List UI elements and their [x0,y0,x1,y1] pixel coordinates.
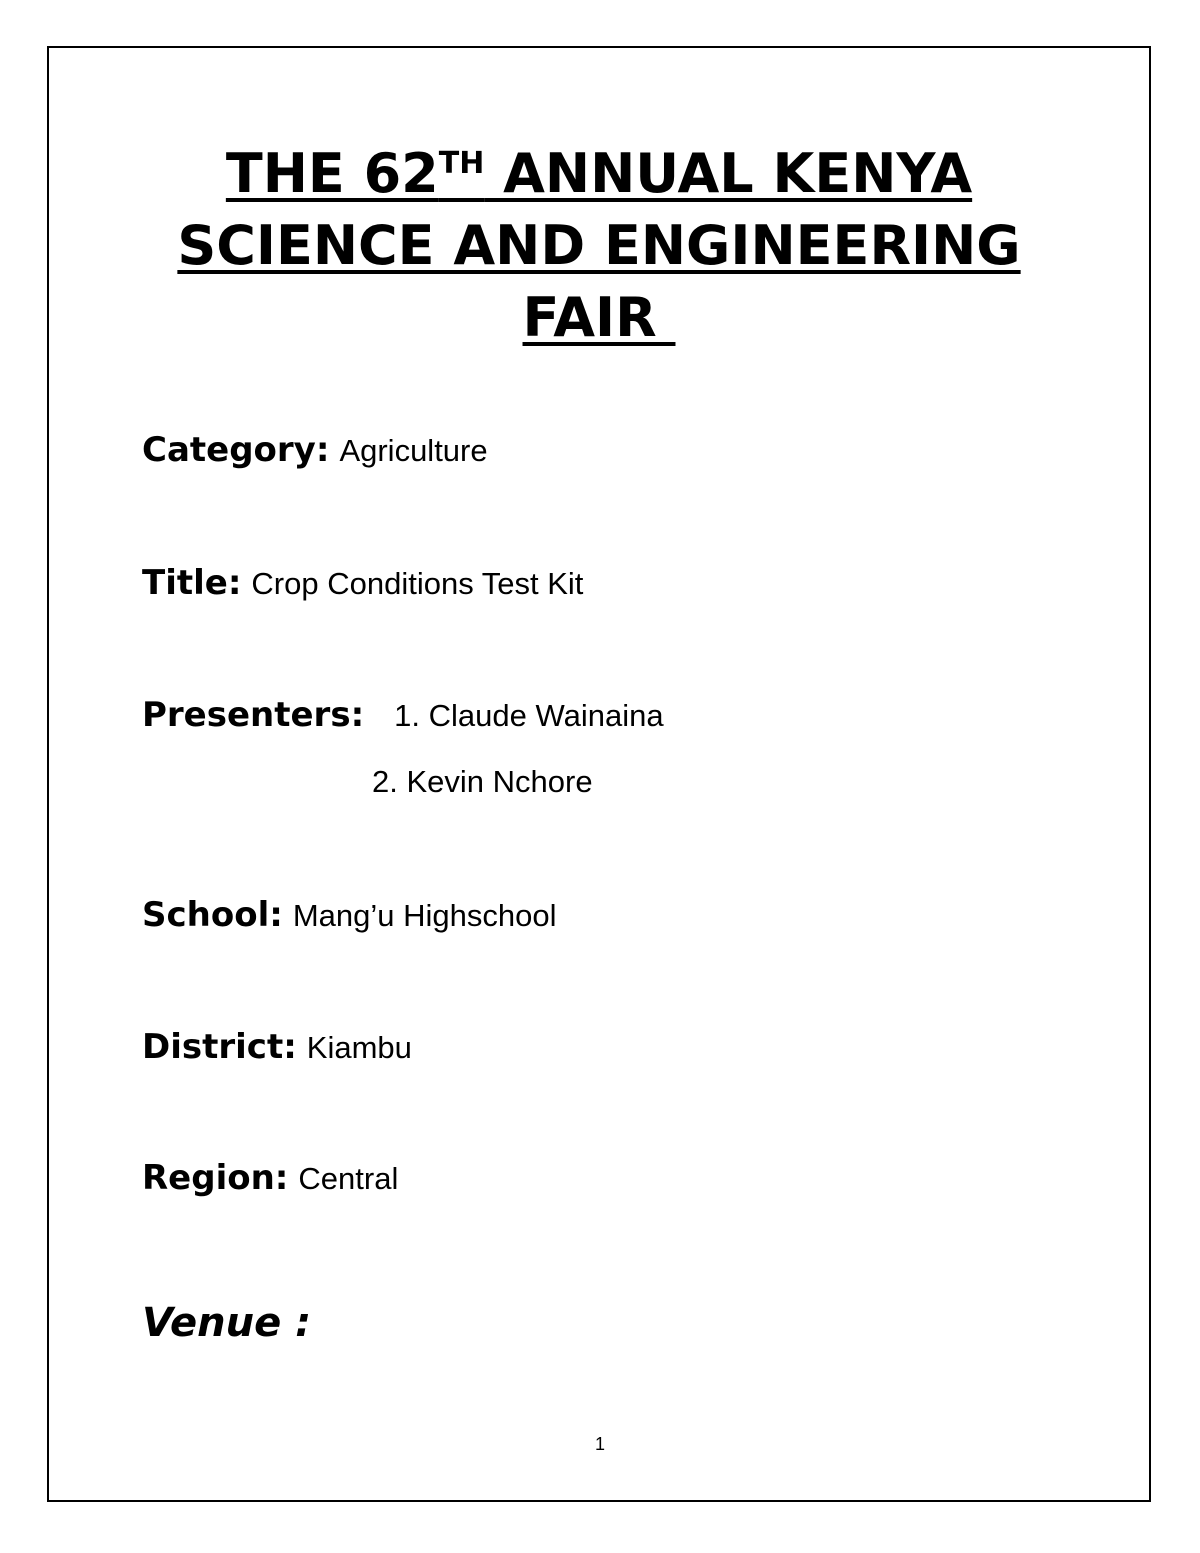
title-line-2-text: SCIENCE AND ENGINEERING [177,214,1021,277]
district-field [142,1027,412,1067]
title-field [142,563,583,603]
presenter-2: 2. Kevin Nchore [372,764,593,799]
category-value: Agriculture [339,433,488,468]
school-field [142,895,556,935]
presenter-1: 1. Claude Wainaina [394,698,664,733]
district-value: Kiambu [306,1030,412,1065]
category-label: Category: [142,430,330,470]
title-label: Title: [142,563,242,603]
title-superscript: TH [438,146,485,181]
school-value: Mang’u Highschool [292,898,557,933]
venue-label: Venue : [142,1300,312,1346]
title-line-1-pre: THE 62 [225,142,439,205]
school-label: School: [142,895,283,935]
region-value: Central [298,1161,399,1196]
document-title [47,138,1151,354]
title-line-2 [47,210,1151,282]
title-line-1 [47,138,1151,210]
category-field [142,430,488,470]
region-label: Region: [142,1158,289,1198]
district-label: District: [142,1027,297,1067]
title-line-3-text: FAIR [522,286,676,349]
presenters-field [142,695,664,735]
title-line-1-post: ANNUAL KENYA [484,142,973,205]
page-number: 1 [594,1434,605,1454]
region-field [142,1158,398,1198]
presenters-label: Presenters: [142,695,365,735]
title-line-3 [47,282,1151,354]
title-value: Crop Conditions Test Kit [251,566,584,601]
venue-field [142,1300,311,1346]
